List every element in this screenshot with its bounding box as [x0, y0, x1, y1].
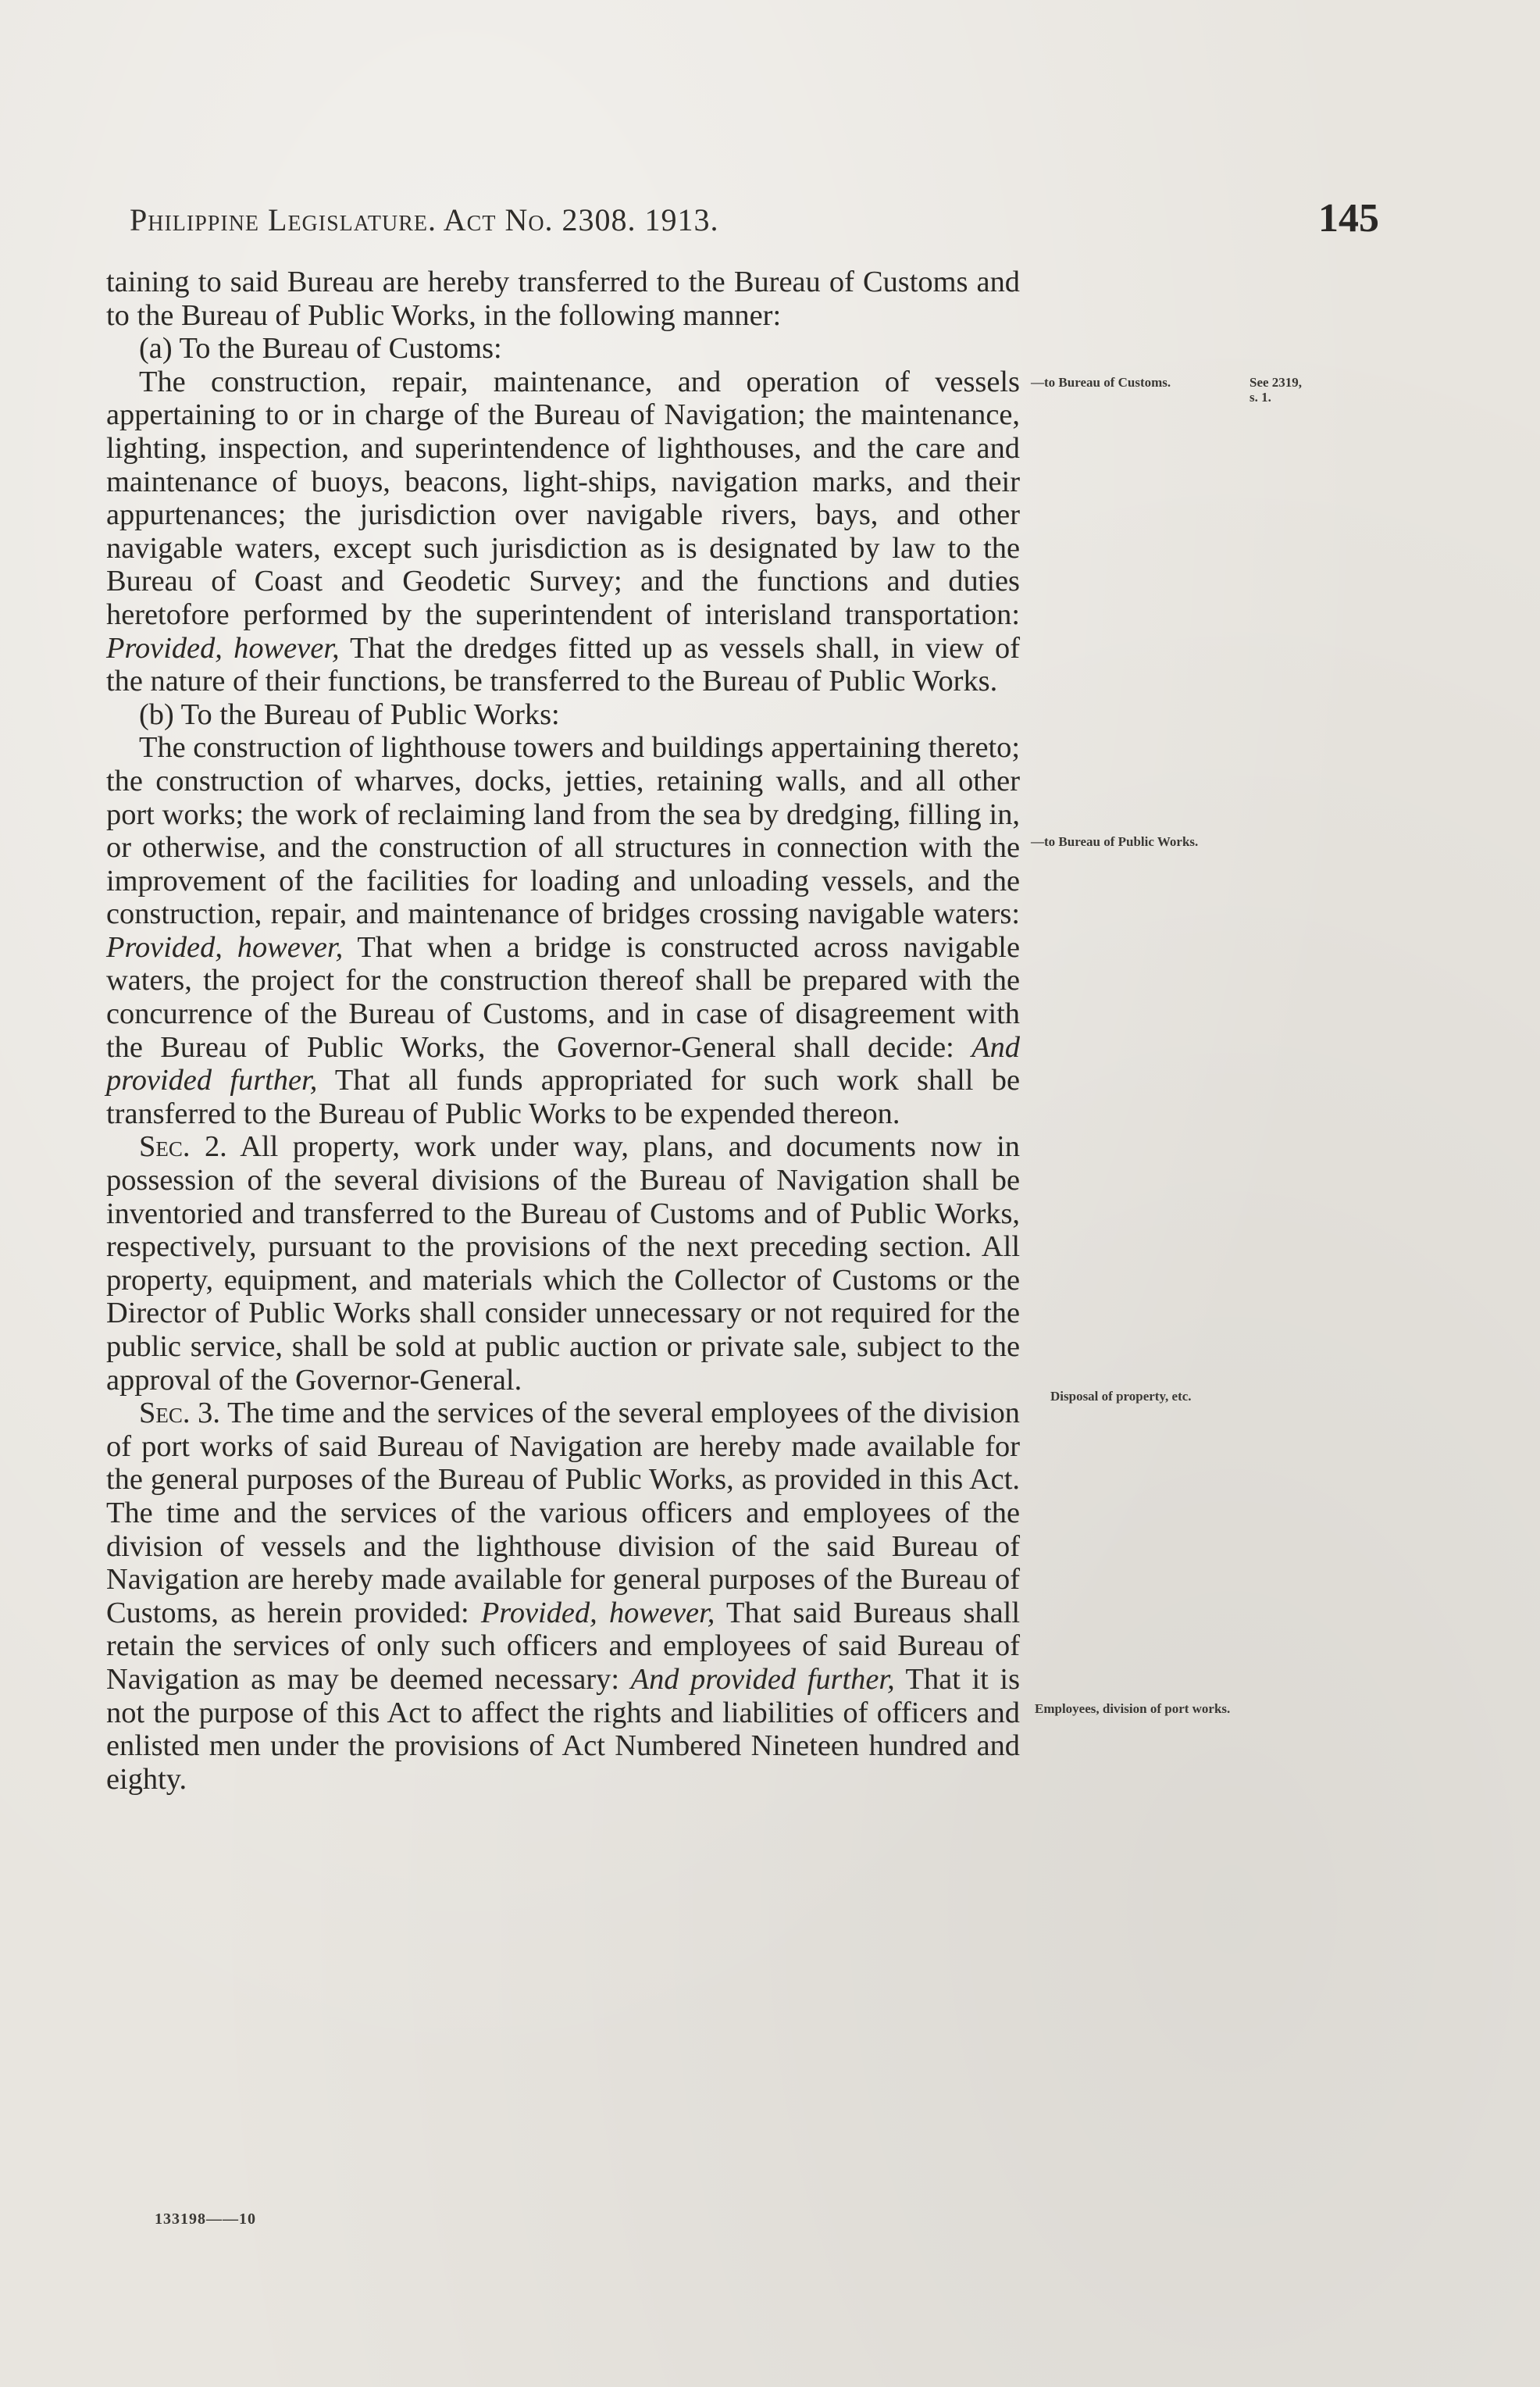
part-b-text-2: That when a bridge is constructed across navigable waters, the project for the construction thereof shall be prepared with the concurrence of the Bureau of Customs, and in case of disagreement with the Bureau of Public Works, the Governor-General shall decide:	[106, 930, 1020, 1064]
part-b-text-3: That all funds appropriated for such work shall be transferred to the Bureau of Public Works to be expended thereon.	[106, 1064, 1020, 1130]
section-3-label: Sec. 3.	[139, 1397, 220, 1430]
section-3-proviso-2: And provided further,	[630, 1662, 895, 1696]
section-2-text: All property, work under way, plans, and documents now in possession of the several divisions of the Bureau of Navigation shall be inventoried and transferred to the Bureau of Customs and of Public Works, respectively, pursuant to the provisions of the next preceding section. All property, equipment, and materials which the Collector of Customs or the Director of Public Works shall consider unnecessary or not required for the public service, shall be sold at public auction or private sale, subject to the approval of the Governor-General.	[106, 1130, 1020, 1397]
part-a-heading	[106, 332, 1020, 366]
part-b-heading	[106, 698, 1020, 732]
section-3-text-2: That said Bureaus shall retain the services of only such officers and employees of said Bureau of Navigation as may be deemed necessary:	[106, 1596, 1020, 1696]
part-b-paragraph	[106, 731, 1020, 1130]
part-a-proviso: Provided, however,	[106, 631, 340, 665]
page-number: 145	[1318, 196, 1379, 241]
running-head	[130, 195, 1379, 250]
section-3-text-3: That it is not the purpose of this Act to affect the rights and liabilities of officers and enlisted men under the provisions of Act Numbered Nineteen hundred and eighty.	[106, 1662, 1021, 1796]
continuation-paragraph: taining to said Bureau are hereby transferred to the Bureau of Customs and to the Bureau of Public Works, in the following manner:	[106, 266, 1020, 332]
part-a-heading-text: To the Bureau of Customs:	[179, 332, 502, 366]
part-b-text-1: The construction of lighthouse towers and buildings appertaining thereto; the construction of wharves, docks, jetties, retaining walls, and all other port works; the work of reclaiming land from the sea by dredging, filling in, or otherwise, and the construction of all structures in connection with the improvement of the facilities for loading and unloading vessels, and the construction, repair, and maintenance of bridges crossing navigable waters:	[106, 731, 1021, 931]
body-text	[106, 266, 1020, 1796]
margin-note-customs: —to Bureau of Customs.	[1031, 375, 1171, 390]
part-a-paragraph	[106, 366, 1020, 698]
margin-note-see-reference: See 2319, s. 1.	[1249, 375, 1303, 405]
section-3-text-1: The time and the services of the several employees of the division of port works of said Bureau of Navigation are hereby made available for the general purposes of the Bureau of Public Works, as provided in this Act. The time and the services of the various officers and employees of the division of vessels and the lighthouse division of the said Bureau of Navigation are hereby made available for general purposes of the Bureau of Customs, as herein provided:	[106, 1397, 1020, 1629]
section-3-proviso-1: Provided, however,	[480, 1596, 715, 1629]
part-a-text-2: That the dredges fitted up as vessels shall, in view of the nature of their functions, be transferred to the Bureau of Public Works.	[106, 631, 1020, 698]
section-3-paragraph	[106, 1397, 1020, 1796]
running-title: Philippine Legislature. Act No. 2308. 1913.	[130, 202, 719, 237]
margin-note-employees: Employees, division of port works.	[1035, 1701, 1231, 1716]
part-b-proviso-2: And provided further,	[106, 1030, 1020, 1097]
part-b-heading-text: To the Bureau of Public Works:	[180, 698, 560, 731]
part-a-label: (a)	[139, 332, 173, 366]
part-b-proviso-1: Provided, however,	[106, 930, 344, 964]
section-2-paragraph	[106, 1130, 1020, 1397]
margin-note-disposal: Disposal of property, etc.	[1050, 1389, 1192, 1404]
margin-note-public-works: —to Bureau of Public Works.	[1031, 834, 1199, 849]
part-a-text-1: The construction, repair, maintenance, and operation of vessels appertaining to or in charge of the Bureau of Navigation; the maintenance, lighting, inspection, and superintendence of lighthouses, and the care and maintenance of buoys, beacons, light-ships, navigation marks, and their appurtenances; the jurisdiction over navigable rivers, bays, and other navigable waters, except such jurisdiction as is designated by law to the Bureau of Coast and Geodetic Survey; and the functions and duties heretofore performed by the superintendent of interisland transportation:	[106, 365, 1020, 631]
part-b-label: (b)	[139, 698, 174, 731]
printer-signature: 133198——10	[155, 2210, 256, 2228]
section-2-label: Sec. 2.	[139, 1130, 227, 1164]
